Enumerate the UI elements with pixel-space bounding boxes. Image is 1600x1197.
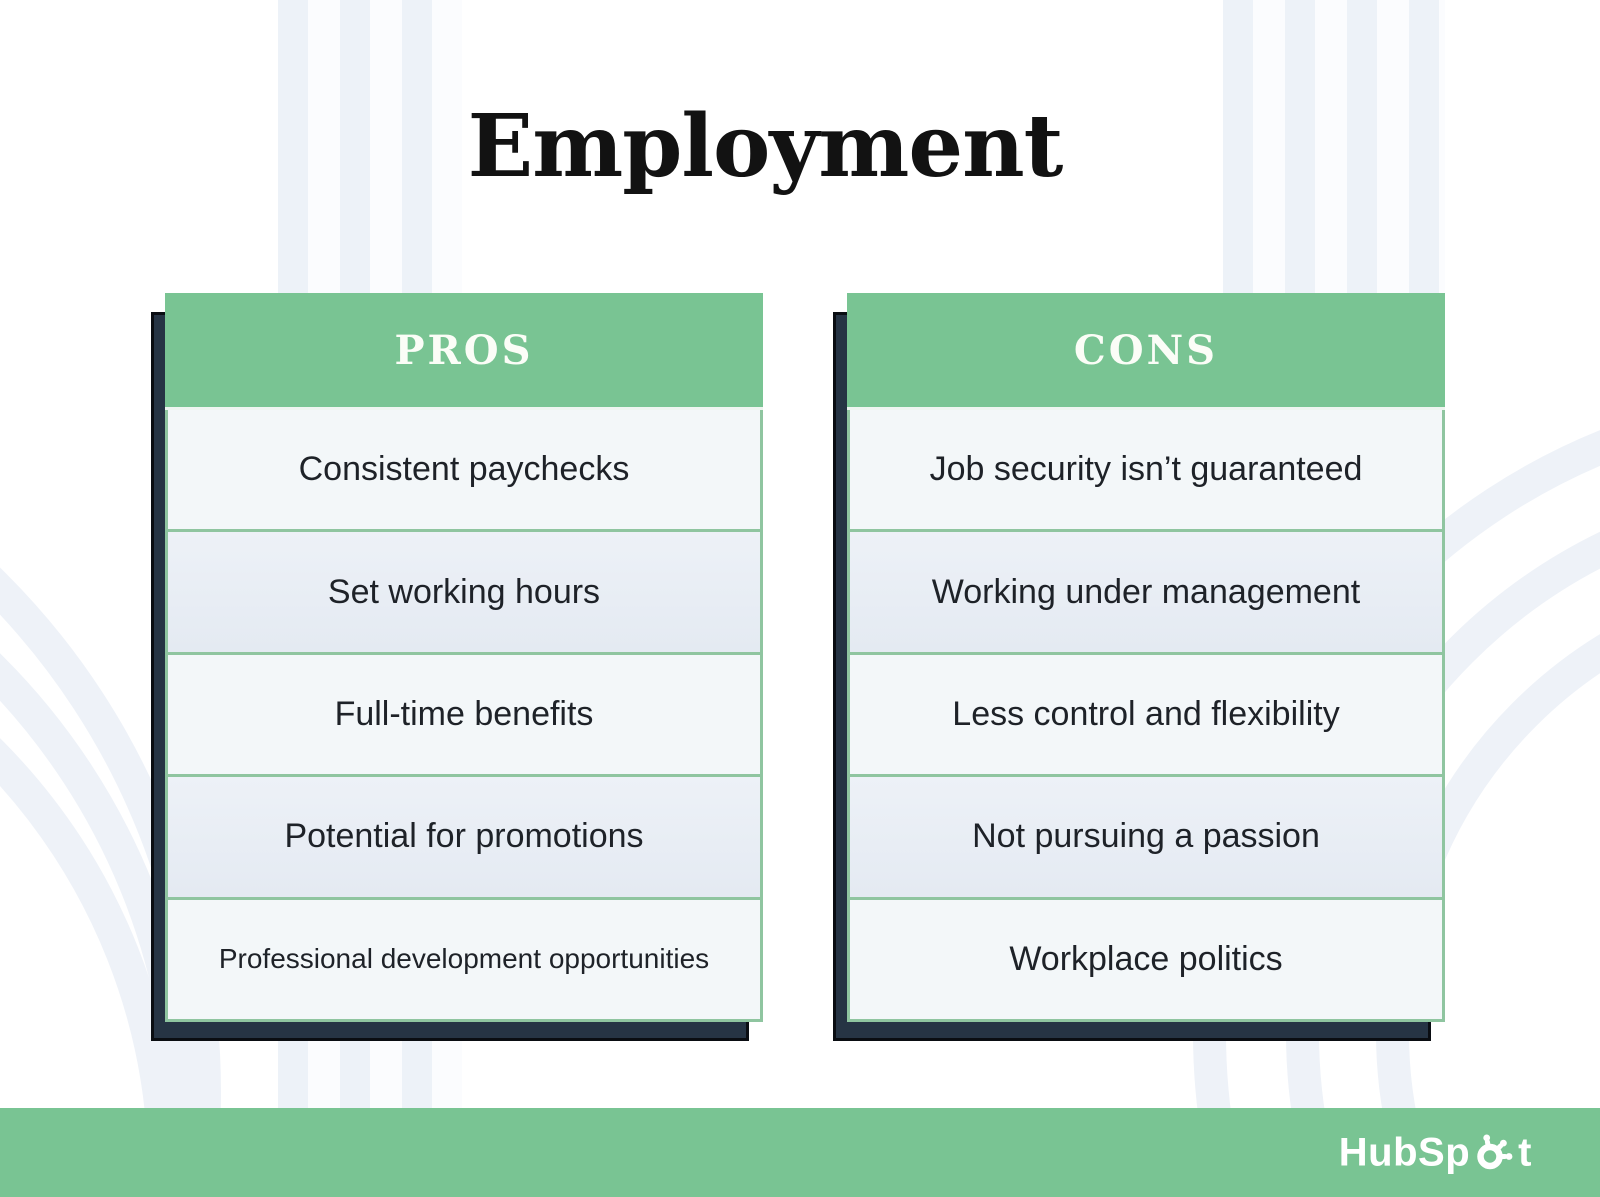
cons-card: [847, 293, 1445, 1022]
cons-row: Working under management: [850, 529, 1442, 651]
hubspot-logo-text: HubSp: [1338, 1130, 1471, 1174]
pros-card: [165, 293, 763, 1022]
pros-row: Set working hours: [168, 529, 760, 651]
cons-body: [847, 410, 1445, 1022]
pros-header: PROS: [165, 293, 763, 410]
cons-row: Workplace politics: [850, 897, 1442, 1019]
footer-bar: [0, 1108, 1600, 1197]
pros-row: Full-time benefits: [168, 652, 760, 774]
hubspot-logo-text: t: [1518, 1130, 1532, 1174]
cons-row: Not pursuing a passion: [850, 774, 1442, 896]
page-title: Employment: [467, 96, 1063, 197]
pros-row: Potential for promotions: [168, 774, 760, 896]
cons-header: CONS: [847, 293, 1445, 410]
hubspot-sprocket-icon: [1471, 1131, 1517, 1173]
pros-row: Professional development opportunities: [168, 897, 760, 1019]
cons-row: Job security isn’t guaranteed: [850, 410, 1442, 529]
pros-body: [165, 410, 763, 1022]
hubspot-logo: [1339, 1130, 1532, 1175]
pros-row: Consistent paychecks: [168, 410, 760, 529]
cons-row: Less control and flexibility: [850, 652, 1442, 774]
